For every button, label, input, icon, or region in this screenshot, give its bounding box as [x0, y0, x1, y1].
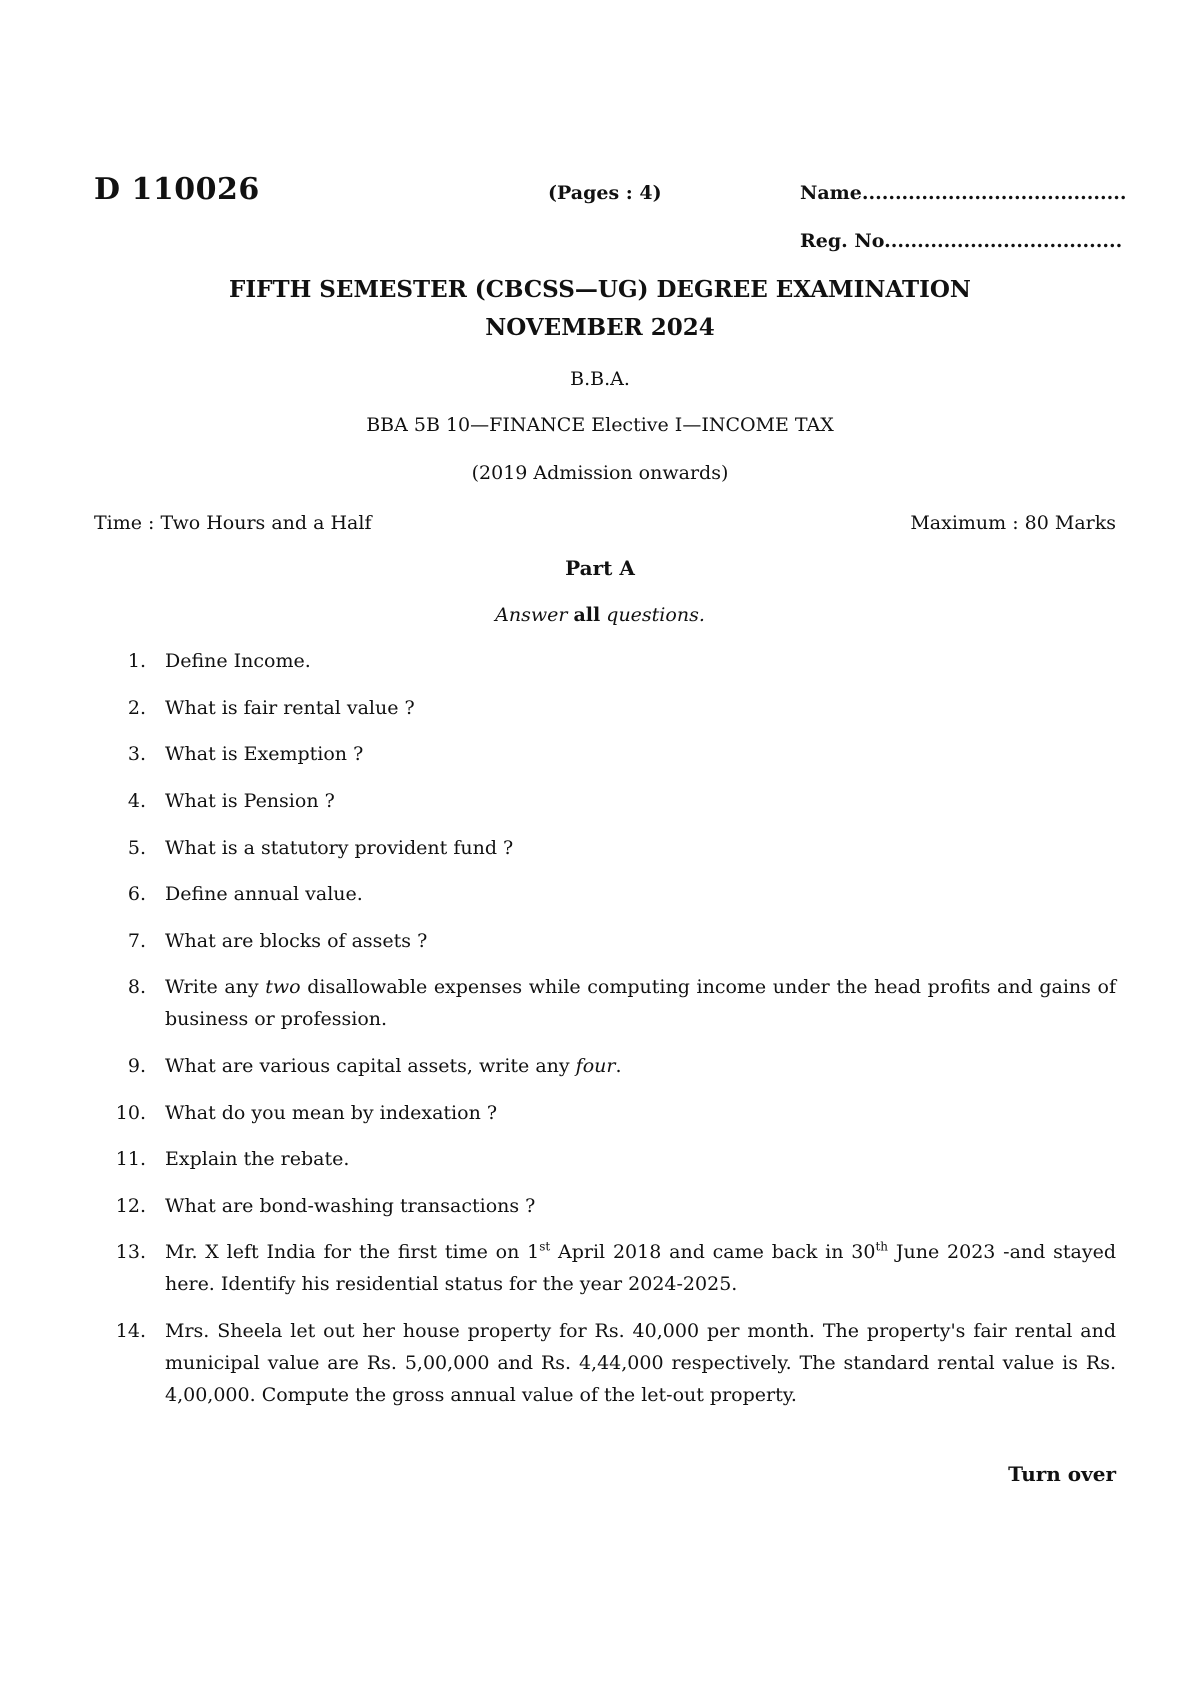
max-marks: Maximum : 80 Marks [910, 512, 1116, 534]
reg-no-field: Reg. No.................................... [800, 230, 1123, 252]
degree-name: B.B.A. [570, 368, 630, 390]
part-title: Part A [565, 556, 635, 580]
part-instruction: Answer all questions. [495, 604, 705, 626]
exam-session: NOVEMBER 2024 [485, 314, 715, 341]
page-count: (Pages : 4) [548, 182, 662, 204]
exam-title: FIFTH SEMESTER (CBCSS—UG) DEGREE EXAMINATION [229, 276, 971, 303]
turn-over-note: Turn over [1008, 1462, 1116, 1486]
admission-note: (2019 Admission onwards) [471, 462, 729, 484]
name-field: Name........................................ [800, 182, 1127, 204]
exam-page: D 110026 (Pages : 4) Name........................................ Reg. No.................................... FIFTH SEMESTER (CBCSS—UG) DEGREE EXAMINATION NOVEMBER 2024 B.B.A. BBA 5B 10—FINANCE Elective I—INCOME TAX (2019 Admission onwards) Time : Two Hours and a Half Maximum : 80 Marks Part A Answer all questions. 1. Define Income. 2. What is fair rental value ? 3. What is Exemption ? 4. What is Pension ? 5. What is a statutory provident fund ? 6. Define annual value. 7. What are blocks of assets ? 8. Write any two disallowable expenses while computing income under the head profits and gains of business or profession. 9. What are various capital assets, write any four. 10. What do you mean by indexation ? 11. Explain the rebate. 12. What are bond-washing transactions ? 13. Mr. X left India for the first time on 1st April 2018 and came back in 30th June 2023 -and stayed here. Identify his residential status for the year 2024-2025. 14. Mrs. Sheela let out her house property for Rs. 40,000 per month. The property's fair rental and municipal value are Rs. 5,00,000 and Rs. 4,44,000 respectively. The standard rental value is Rs. 4,00,000. Compute the gross annual value of the let-out property. Turn over [0, 0, 1200, 1698]
paper-code: D 110026 [94, 172, 260, 207]
exam-time: Time : Two Hours and a Half [94, 512, 372, 534]
paper-title: BBA 5B 10—FINANCE Elective I—INCOME TAX [366, 414, 834, 436]
